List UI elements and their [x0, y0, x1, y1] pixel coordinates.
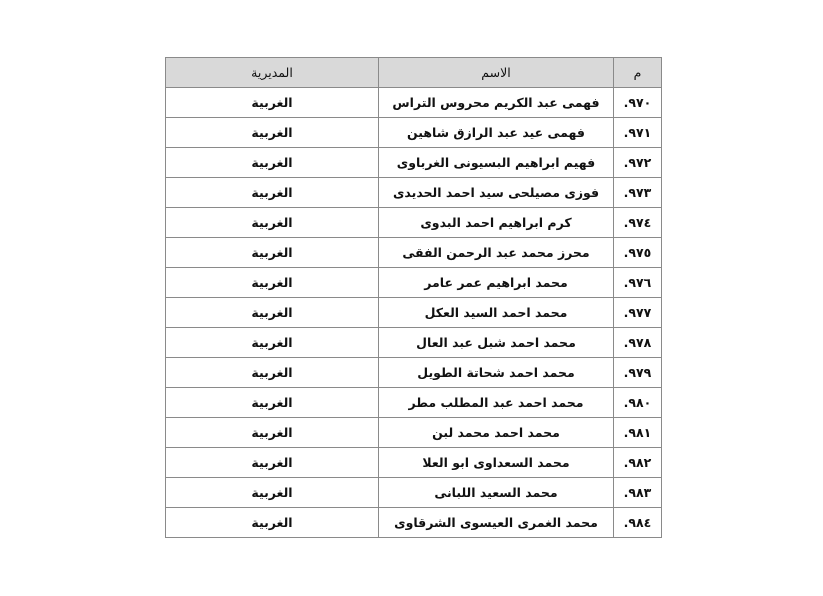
- row-name: محمد احمد عبد المطلب مطر: [379, 388, 614, 418]
- row-directorate: الغربية: [166, 178, 379, 208]
- table-row: [166, 148, 662, 178]
- table-row: [166, 178, 662, 208]
- row-number: ٩٧٧.: [614, 298, 662, 328]
- row-name: فوزى مصيلحى سيد احمد الحديدى: [379, 178, 614, 208]
- row-directorate: الغربية: [166, 238, 379, 268]
- table-row: [166, 358, 662, 388]
- row-number: ٩٨٠.: [614, 388, 662, 418]
- row-number: ٩٧٠.: [614, 88, 662, 118]
- header-row: [166, 58, 662, 88]
- row-name: محمد احمد السيد العكل: [379, 298, 614, 328]
- row-number: ٩٨٢.: [614, 448, 662, 478]
- table-row: [166, 418, 662, 448]
- row-directorate: الغربية: [166, 478, 379, 508]
- row-number: ٩٧٤.: [614, 208, 662, 238]
- row-number: ٩٧٩.: [614, 358, 662, 388]
- row-directorate: الغربية: [166, 208, 379, 238]
- row-number: ٩٧٥.: [614, 238, 662, 268]
- row-name: فهيم ابراهيم البسيونى الغرباوى: [379, 148, 614, 178]
- header-name: الاسم: [379, 58, 614, 88]
- row-directorate: الغربية: [166, 148, 379, 178]
- table-row: [166, 208, 662, 238]
- table-row: [166, 508, 662, 538]
- row-directorate: الغربية: [166, 328, 379, 358]
- row-directorate: الغربية: [166, 508, 379, 538]
- row-name: محمد السعيد اللبانى: [379, 478, 614, 508]
- row-directorate: الغربية: [166, 88, 379, 118]
- row-number: ٩٧٢.: [614, 148, 662, 178]
- table-row: [166, 328, 662, 358]
- table-row: [166, 268, 662, 298]
- row-name: محمد الغمرى العيسوى الشرقاوى: [379, 508, 614, 538]
- row-name: فهمى عبد الكريم محروس التراس: [379, 88, 614, 118]
- row-name: محمد ابراهيم عمر عامر: [379, 268, 614, 298]
- names-table: [165, 57, 662, 538]
- row-directorate: الغربية: [166, 388, 379, 418]
- row-number: ٩٧٨.: [614, 328, 662, 358]
- table-header: [166, 58, 662, 88]
- row-name: فهمى عيد عبد الرازق شاهين: [379, 118, 614, 148]
- row-name: كرم ابراهيم احمد البدوى: [379, 208, 614, 238]
- row-number: ٩٧١.: [614, 118, 662, 148]
- row-directorate: الغربية: [166, 358, 379, 388]
- table-row: [166, 388, 662, 418]
- row-directorate: الغربية: [166, 298, 379, 328]
- row-directorate: الغربية: [166, 418, 379, 448]
- row-name: محمد احمد شحاتة الطويل: [379, 358, 614, 388]
- header-directorate: المديرية: [166, 58, 379, 88]
- table-row: [166, 448, 662, 478]
- row-name: محمد احمد شبل عبد العال: [379, 328, 614, 358]
- row-name: محرز محمد عبد الرحمن الفقى: [379, 238, 614, 268]
- table-row: [166, 118, 662, 148]
- row-directorate: الغربية: [166, 448, 379, 478]
- table-row: [166, 88, 662, 118]
- table-row: [166, 238, 662, 268]
- header-number: م: [614, 58, 662, 88]
- row-number: ٩٧٣.: [614, 178, 662, 208]
- row-number: ٩٨٤.: [614, 508, 662, 538]
- row-number: ٩٨٣.: [614, 478, 662, 508]
- row-directorate: الغربية: [166, 118, 379, 148]
- row-directorate: الغربية: [166, 268, 379, 298]
- row-number: ٩٧٦.: [614, 268, 662, 298]
- table-row: [166, 478, 662, 508]
- table-row: [166, 298, 662, 328]
- table-body: [166, 88, 662, 538]
- row-name: محمد السعداوى ابو العلا: [379, 448, 614, 478]
- row-number: ٩٨١.: [614, 418, 662, 448]
- row-name: محمد احمد محمد لبن: [379, 418, 614, 448]
